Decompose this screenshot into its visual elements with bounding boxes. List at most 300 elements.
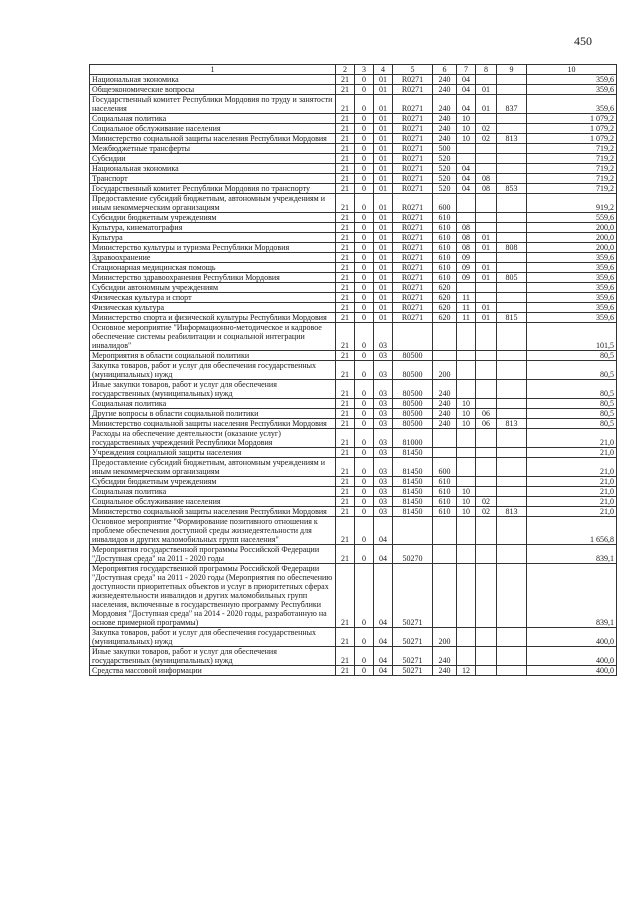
subsection-cell — [476, 75, 497, 85]
table-row — [90, 233, 617, 243]
direction-code-cell: R0271 — [393, 273, 433, 283]
ministry-code-cell — [497, 448, 527, 458]
amount-cell: 80,5 — [527, 419, 617, 429]
ministry-code-cell — [497, 628, 527, 647]
amount-cell: 21,0 — [527, 448, 617, 458]
subsection-cell — [476, 361, 497, 380]
direction-code-cell — [393, 323, 433, 351]
subsection-cell — [476, 545, 497, 564]
subsection-cell — [476, 223, 497, 233]
section-cell: 11 — [457, 303, 476, 313]
expense-type-cell: 200 — [433, 628, 457, 647]
ministry-code-cell — [497, 351, 527, 361]
section-cell — [457, 647, 476, 666]
program-code-cell: 21 — [336, 564, 355, 628]
activity-code-cell: 04 — [374, 647, 393, 666]
amount-cell: 359,6 — [527, 75, 617, 85]
program-code-cell: 21 — [336, 124, 355, 134]
table-row — [90, 497, 617, 507]
subprogram-code-cell: 0 — [355, 95, 374, 114]
column-header-6: 6 — [433, 65, 457, 75]
expense-type-cell: 520 — [433, 174, 457, 184]
subprogram-code-cell: 0 — [355, 507, 374, 517]
direction-code-cell: R0271 — [393, 233, 433, 243]
item-name-cell: Закупка товаров, работ и услуг для обеспечения государственных (муниципальных) нужд — [90, 628, 336, 647]
section-cell: 08 — [457, 223, 476, 233]
amount-cell: 1 079,2 — [527, 114, 617, 124]
expense-type-cell — [433, 351, 457, 361]
section-cell: 10 — [457, 114, 476, 124]
subsection-cell — [476, 283, 497, 293]
table-row — [90, 419, 617, 429]
expense-type-cell: 620 — [433, 303, 457, 313]
program-code-cell: 21 — [336, 399, 355, 409]
activity-code-cell: 01 — [374, 75, 393, 85]
program-code-cell: 21 — [336, 313, 355, 323]
direction-code-cell: 50271 — [393, 647, 433, 666]
expense-type-cell: 610 — [433, 223, 457, 233]
activity-code-cell: 01 — [374, 233, 393, 243]
program-code-cell: 21 — [336, 545, 355, 564]
subprogram-code-cell: 0 — [355, 134, 374, 144]
ministry-code-cell — [497, 154, 527, 164]
item-name-cell: Закупка товаров, работ и услуг для обеспечения государственных (муниципальных) нужд — [90, 361, 336, 380]
subprogram-code-cell: 0 — [355, 545, 374, 564]
activity-code-cell: 01 — [374, 253, 393, 263]
expense-type-cell: 610 — [433, 273, 457, 283]
budget-table — [89, 64, 617, 676]
ministry-code-cell — [497, 213, 527, 223]
amount-cell: 400,0 — [527, 647, 617, 666]
subsection-cell — [476, 194, 497, 213]
table-row — [90, 507, 617, 517]
item-name-cell: Социальная политика — [90, 114, 336, 124]
ministry-code-cell — [497, 477, 527, 487]
ministry-code-cell — [497, 293, 527, 303]
program-code-cell: 21 — [336, 517, 355, 545]
amount-cell: 1 079,2 — [527, 134, 617, 144]
section-cell: 10 — [457, 507, 476, 517]
item-name-cell: Основное мероприятие "Информационно-методическое и кадровое обеспечение системы реабилитации и социальной интеграции инвалидов" — [90, 323, 336, 351]
program-code-cell: 21 — [336, 429, 355, 448]
item-name-cell: Межбюджетные трансферты — [90, 144, 336, 154]
ministry-code-cell — [497, 429, 527, 448]
activity-code-cell: 03 — [374, 458, 393, 477]
direction-code-cell: 50271 — [393, 666, 433, 676]
subprogram-code-cell: 0 — [355, 263, 374, 273]
subsection-cell: 08 — [476, 174, 497, 184]
activity-code-cell: 03 — [374, 399, 393, 409]
subprogram-code-cell: 0 — [355, 243, 374, 253]
ministry-code-cell — [497, 666, 527, 676]
subsection-cell: 02 — [476, 134, 497, 144]
expense-type-cell: 610 — [433, 243, 457, 253]
table-row — [90, 95, 617, 114]
table-row — [90, 487, 617, 497]
section-cell — [457, 448, 476, 458]
activity-code-cell: 01 — [374, 223, 393, 233]
direction-code-cell: 50271 — [393, 564, 433, 628]
activity-code-cell: 01 — [374, 124, 393, 134]
activity-code-cell: 01 — [374, 154, 393, 164]
program-code-cell: 21 — [336, 283, 355, 293]
ministry-code-cell — [497, 263, 527, 273]
expense-type-cell: 520 — [433, 154, 457, 164]
expense-type-cell: 240 — [433, 85, 457, 95]
program-code-cell: 21 — [336, 184, 355, 194]
section-cell: 10 — [457, 124, 476, 134]
section-cell: 10 — [457, 419, 476, 429]
program-code-cell: 21 — [336, 95, 355, 114]
section-cell: 04 — [457, 164, 476, 174]
subsection-cell — [476, 253, 497, 263]
item-name-cell: Транспорт — [90, 174, 336, 184]
subprogram-code-cell: 0 — [355, 154, 374, 164]
table-row — [90, 628, 617, 647]
direction-code-cell: 81450 — [393, 497, 433, 507]
amount-cell: 359,6 — [527, 253, 617, 263]
table-row — [90, 253, 617, 263]
section-cell — [457, 283, 476, 293]
program-code-cell: 21 — [336, 497, 355, 507]
activity-code-cell: 04 — [374, 545, 393, 564]
subsection-cell: 01 — [476, 273, 497, 283]
amount-cell: 359,6 — [527, 263, 617, 273]
amount-cell: 1 656,8 — [527, 517, 617, 545]
activity-code-cell: 01 — [374, 95, 393, 114]
table-row — [90, 243, 617, 253]
activity-code-cell: 04 — [374, 517, 393, 545]
amount-cell: 719,2 — [527, 164, 617, 174]
activity-code-cell: 01 — [374, 303, 393, 313]
expense-type-cell: 620 — [433, 283, 457, 293]
subprogram-code-cell: 0 — [355, 487, 374, 497]
section-cell: 10 — [457, 497, 476, 507]
amount-cell: 80,5 — [527, 380, 617, 399]
item-name-cell: Иные закупки товаров, работ и услуг для обеспечения государственных (муниципальных) нужд — [90, 647, 336, 666]
ministry-code-cell — [497, 253, 527, 263]
subsection-cell: 01 — [476, 303, 497, 313]
section-cell — [457, 144, 476, 154]
subsection-cell — [476, 213, 497, 223]
expense-type-cell: 620 — [433, 313, 457, 323]
subprogram-code-cell: 0 — [355, 124, 374, 134]
table-row — [90, 303, 617, 313]
program-code-cell: 21 — [336, 323, 355, 351]
activity-code-cell: 03 — [374, 487, 393, 497]
program-code-cell: 21 — [336, 75, 355, 85]
subprogram-code-cell: 0 — [355, 323, 374, 351]
activity-code-cell: 03 — [374, 507, 393, 517]
activity-code-cell: 01 — [374, 213, 393, 223]
table-row — [90, 134, 617, 144]
subprogram-code-cell: 0 — [355, 429, 374, 448]
activity-code-cell: 03 — [374, 323, 393, 351]
subsection-cell: 06 — [476, 409, 497, 419]
subprogram-code-cell: 0 — [355, 233, 374, 243]
section-cell — [457, 213, 476, 223]
ministry-code-cell: 805 — [497, 273, 527, 283]
subprogram-code-cell: 0 — [355, 458, 374, 477]
item-name-cell: Социальное обслуживание населения — [90, 497, 336, 507]
amount-cell: 359,6 — [527, 313, 617, 323]
direction-code-cell: 80500 — [393, 361, 433, 380]
amount-cell: 719,2 — [527, 184, 617, 194]
ministry-code-cell: 813 — [497, 134, 527, 144]
program-code-cell: 21 — [336, 273, 355, 283]
direction-code-cell: 50270 — [393, 545, 433, 564]
expense-type-cell: 610 — [433, 253, 457, 263]
ministry-code-cell: 813 — [497, 507, 527, 517]
subsection-cell — [476, 164, 497, 174]
item-name-cell: Стационарная медицинская помощь — [90, 263, 336, 273]
activity-code-cell: 01 — [374, 293, 393, 303]
section-cell: 09 — [457, 253, 476, 263]
direction-code-cell: R0271 — [393, 95, 433, 114]
table-row — [90, 458, 617, 477]
section-cell: 11 — [457, 313, 476, 323]
activity-code-cell: 01 — [374, 313, 393, 323]
table-row — [90, 114, 617, 124]
activity-code-cell: 03 — [374, 448, 393, 458]
amount-cell: 839,1 — [527, 545, 617, 564]
program-code-cell: 21 — [336, 477, 355, 487]
subsection-cell: 08 — [476, 184, 497, 194]
direction-code-cell: R0271 — [393, 134, 433, 144]
expense-type-cell: 240 — [433, 134, 457, 144]
subprogram-code-cell: 0 — [355, 194, 374, 213]
ministry-code-cell — [497, 194, 527, 213]
item-name-cell: Министерство спорта и физической культуры Республики Мордовия — [90, 313, 336, 323]
item-name-cell: Общеэкономические вопросы — [90, 85, 336, 95]
section-cell — [457, 380, 476, 399]
ministry-code-cell — [497, 458, 527, 477]
table-row — [90, 323, 617, 351]
direction-code-cell: R0271 — [393, 303, 433, 313]
subsection-cell — [476, 114, 497, 124]
section-cell: 09 — [457, 273, 476, 283]
direction-code-cell: 81000 — [393, 429, 433, 448]
table-row — [90, 293, 617, 303]
ministry-code-cell — [497, 380, 527, 399]
direction-code-cell: R0271 — [393, 283, 433, 293]
program-code-cell: 21 — [336, 647, 355, 666]
subsection-cell: 01 — [476, 233, 497, 243]
subsection-cell — [476, 399, 497, 409]
program-code-cell: 21 — [336, 293, 355, 303]
subsection-cell — [476, 487, 497, 497]
item-name-cell: Субсидии бюджетным учреждениям — [90, 477, 336, 487]
subprogram-code-cell: 0 — [355, 666, 374, 676]
expense-type-cell: 240 — [433, 124, 457, 134]
subsection-cell — [476, 458, 497, 477]
subsection-cell — [476, 628, 497, 647]
expense-type-cell — [433, 545, 457, 564]
direction-code-cell: 50271 — [393, 628, 433, 647]
item-name-cell: Социальное обслуживание населения — [90, 124, 336, 134]
activity-code-cell: 03 — [374, 361, 393, 380]
subprogram-code-cell: 0 — [355, 223, 374, 233]
direction-code-cell: 81450 — [393, 458, 433, 477]
amount-cell: 21,0 — [527, 497, 617, 507]
program-code-cell: 21 — [336, 134, 355, 144]
ministry-code-cell — [497, 174, 527, 184]
item-name-cell: Расходы на обеспечение деятельности (оказание услуг) государственных учреждений Республики Мордовия — [90, 429, 336, 448]
subsection-cell — [476, 448, 497, 458]
section-cell: 04 — [457, 95, 476, 114]
ministry-code-cell — [497, 144, 527, 154]
amount-cell: 359,6 — [527, 283, 617, 293]
subsection-cell: 01 — [476, 313, 497, 323]
item-name-cell: Субсидии — [90, 154, 336, 164]
ministry-code-cell — [497, 409, 527, 419]
expense-type-cell: 240 — [433, 419, 457, 429]
program-code-cell: 21 — [336, 253, 355, 263]
item-name-cell: Мероприятия в области социальной политики — [90, 351, 336, 361]
subprogram-code-cell: 0 — [355, 564, 374, 628]
section-cell: 11 — [457, 293, 476, 303]
section-cell: 10 — [457, 487, 476, 497]
ministry-code-cell — [497, 361, 527, 380]
activity-code-cell: 01 — [374, 134, 393, 144]
item-name-cell: Физическая культура — [90, 303, 336, 313]
subsection-cell: 02 — [476, 497, 497, 507]
item-name-cell: Другие вопросы в области социальной политики — [90, 409, 336, 419]
item-name-cell: Предоставление субсидий бюджетным, автономным учреждениям и иным некоммерческим организациям — [90, 458, 336, 477]
program-code-cell: 21 — [336, 174, 355, 184]
expense-type-cell: 240 — [433, 114, 457, 124]
subprogram-code-cell: 0 — [355, 517, 374, 545]
program-code-cell: 21 — [336, 666, 355, 676]
section-cell — [457, 154, 476, 164]
section-cell — [457, 351, 476, 361]
expense-type-cell: 610 — [433, 497, 457, 507]
item-name-cell: Субсидии бюджетным учреждениям — [90, 213, 336, 223]
amount-cell: 21,0 — [527, 458, 617, 477]
ministry-code-cell — [497, 303, 527, 313]
amount-cell: 21,0 — [527, 507, 617, 517]
direction-code-cell: R0271 — [393, 293, 433, 303]
amount-cell: 101,5 — [527, 323, 617, 351]
ministry-code-cell: 808 — [497, 243, 527, 253]
subsection-cell: 02 — [476, 124, 497, 134]
expense-type-cell: 240 — [433, 666, 457, 676]
program-code-cell: 21 — [336, 144, 355, 154]
direction-code-cell: 80500 — [393, 351, 433, 361]
expense-type-cell: 240 — [433, 95, 457, 114]
direction-code-cell: 80500 — [393, 380, 433, 399]
table-row — [90, 545, 617, 564]
subprogram-code-cell: 0 — [355, 164, 374, 174]
expense-type-cell — [433, 564, 457, 628]
table-row — [90, 361, 617, 380]
table-body — [90, 75, 617, 676]
table-row — [90, 666, 617, 676]
subsection-cell — [476, 564, 497, 628]
program-code-cell: 21 — [336, 263, 355, 273]
program-code-cell: 21 — [336, 303, 355, 313]
subprogram-code-cell: 0 — [355, 213, 374, 223]
program-code-cell: 21 — [336, 487, 355, 497]
activity-code-cell: 03 — [374, 419, 393, 429]
section-cell: 10 — [457, 409, 476, 419]
program-code-cell: 21 — [336, 448, 355, 458]
ministry-code-cell — [497, 233, 527, 243]
expense-type-cell: 600 — [433, 458, 457, 477]
program-code-cell: 21 — [336, 419, 355, 429]
section-cell: 09 — [457, 263, 476, 273]
direction-code-cell: R0271 — [393, 253, 433, 263]
activity-code-cell: 03 — [374, 477, 393, 487]
program-code-cell: 21 — [336, 164, 355, 174]
subsection-cell: 01 — [476, 85, 497, 95]
direction-code-cell: R0271 — [393, 85, 433, 95]
ministry-code-cell — [497, 114, 527, 124]
amount-cell: 21,0 — [527, 429, 617, 448]
direction-code-cell: R0271 — [393, 213, 433, 223]
section-cell: 04 — [457, 184, 476, 194]
subprogram-code-cell: 0 — [355, 419, 374, 429]
subprogram-code-cell: 0 — [355, 399, 374, 409]
activity-code-cell: 01 — [374, 85, 393, 95]
table-row — [90, 154, 617, 164]
direction-code-cell: R0271 — [393, 184, 433, 194]
item-name-cell: Министерство социальной защиты населения Республики Мордовия — [90, 419, 336, 429]
section-cell — [457, 477, 476, 487]
expense-type-cell: 600 — [433, 194, 457, 213]
amount-cell: 359,6 — [527, 293, 617, 303]
amount-cell: 80,5 — [527, 361, 617, 380]
expense-type-cell: 520 — [433, 184, 457, 194]
ministry-code-cell — [497, 487, 527, 497]
direction-code-cell: 81450 — [393, 448, 433, 458]
subprogram-code-cell: 0 — [355, 448, 374, 458]
item-name-cell: Учреждения социальной защиты населения — [90, 448, 336, 458]
section-cell — [457, 194, 476, 213]
expense-type-cell: 240 — [433, 75, 457, 85]
section-cell — [457, 361, 476, 380]
amount-cell: 839,1 — [527, 564, 617, 628]
section-cell — [457, 517, 476, 545]
item-name-cell: Министерство социальной защиты населения Республики Мордовия — [90, 507, 336, 517]
program-code-cell: 21 — [336, 458, 355, 477]
expense-type-cell — [433, 429, 457, 448]
table-row — [90, 124, 617, 134]
ministry-code-cell — [497, 124, 527, 134]
ministry-code-cell — [497, 85, 527, 95]
ministry-code-cell — [497, 75, 527, 85]
expense-type-cell: 610 — [433, 507, 457, 517]
column-header-8: 8 — [476, 65, 497, 75]
subsection-cell — [476, 154, 497, 164]
section-cell — [457, 545, 476, 564]
subprogram-code-cell: 0 — [355, 647, 374, 666]
activity-code-cell: 01 — [374, 263, 393, 273]
program-code-cell: 21 — [336, 361, 355, 380]
item-name-cell: Физическая культура и спорт — [90, 293, 336, 303]
ministry-code-cell — [497, 399, 527, 409]
table-row — [90, 313, 617, 323]
direction-code-cell: R0271 — [393, 144, 433, 154]
column-header-4: 4 — [374, 65, 393, 75]
expense-type-cell: 610 — [433, 213, 457, 223]
activity-code-cell: 01 — [374, 144, 393, 154]
amount-cell: 21,0 — [527, 487, 617, 497]
item-name-cell: Средства массовой информации — [90, 666, 336, 676]
program-code-cell: 21 — [336, 213, 355, 223]
subsection-cell — [476, 517, 497, 545]
program-code-cell: 21 — [336, 507, 355, 517]
